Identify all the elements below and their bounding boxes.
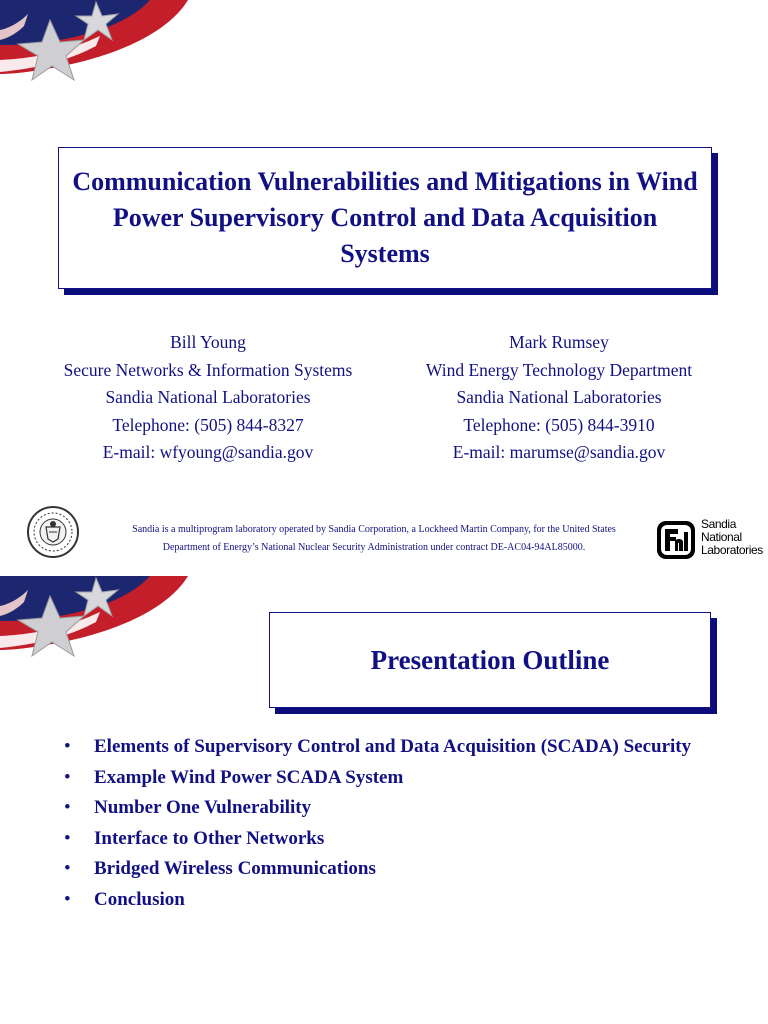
author-department: Secure Networks & Information Systems xyxy=(63,359,353,380)
flag-swoosh-icon xyxy=(0,576,200,686)
author-department: Wind Energy Technology Department xyxy=(425,359,693,380)
author-name: Mark Rumsey xyxy=(509,332,609,352)
list-item: • Elements of Supervisory Control and Data Acquisition (SCADA) Security xyxy=(64,736,692,757)
list-item: • Interface to Other Networks xyxy=(64,827,325,849)
author-block-rumsey xyxy=(374,329,744,467)
disclaimer-line: Sandia is a multiprogram laboratory operated by Sandia Corporation, a Lockheed Martin Company, for the United States xyxy=(132,524,616,535)
author-organization: Sandia National Laboratories xyxy=(456,387,662,407)
title-box xyxy=(58,147,712,289)
flag-swoosh-icon xyxy=(0,0,200,110)
list-item: • Conclusion xyxy=(64,888,185,910)
doe-seal-icon xyxy=(26,505,80,559)
outline-title-box xyxy=(269,612,711,708)
sandia-thunderbird-icon xyxy=(656,520,696,560)
list-item: • Example Wind Power SCADA System xyxy=(64,766,404,788)
bullet-icon: • xyxy=(64,797,71,818)
sandia-wordmark: Sandia National Laboratories xyxy=(701,517,763,557)
list-item: • Bridged Wireless Communications xyxy=(64,858,376,879)
author-email: E-mail: marumse@sandia.gov xyxy=(452,442,666,462)
author-telephone: Telephone: (505) 844-3910 xyxy=(463,414,655,435)
outline-title: Presentation Outline xyxy=(370,644,610,675)
author-organization: Sandia National Laboratories xyxy=(105,387,311,407)
bullet-icon: • xyxy=(64,858,71,879)
presentation-title: Communication Vulnerabilities and Mitigations in Wind Power Supervisory Control and Data Acquisition Systems xyxy=(72,167,698,268)
author-block-young xyxy=(23,329,393,467)
list-item: • Number One Vulnerability xyxy=(64,797,312,818)
author-name: Bill Young xyxy=(170,332,246,352)
author-email: E-mail: wfyoung@sandia.gov xyxy=(102,442,314,462)
bullet-icon: • xyxy=(64,736,71,757)
bullet-icon: • xyxy=(64,766,71,788)
disclaimer-text xyxy=(100,521,648,557)
sandia-logo xyxy=(656,518,766,562)
author-telephone: Telephone: (505) 844-8327 xyxy=(112,414,304,435)
disclaimer-line: Department of Energy’s National Nuclear Security Administration under contract DE-AC04-94AL85000. xyxy=(162,542,586,553)
outline-list xyxy=(62,734,722,917)
bullet-icon: • xyxy=(64,888,71,910)
bullet-icon: • xyxy=(64,827,71,849)
outline-slide xyxy=(0,576,768,1024)
